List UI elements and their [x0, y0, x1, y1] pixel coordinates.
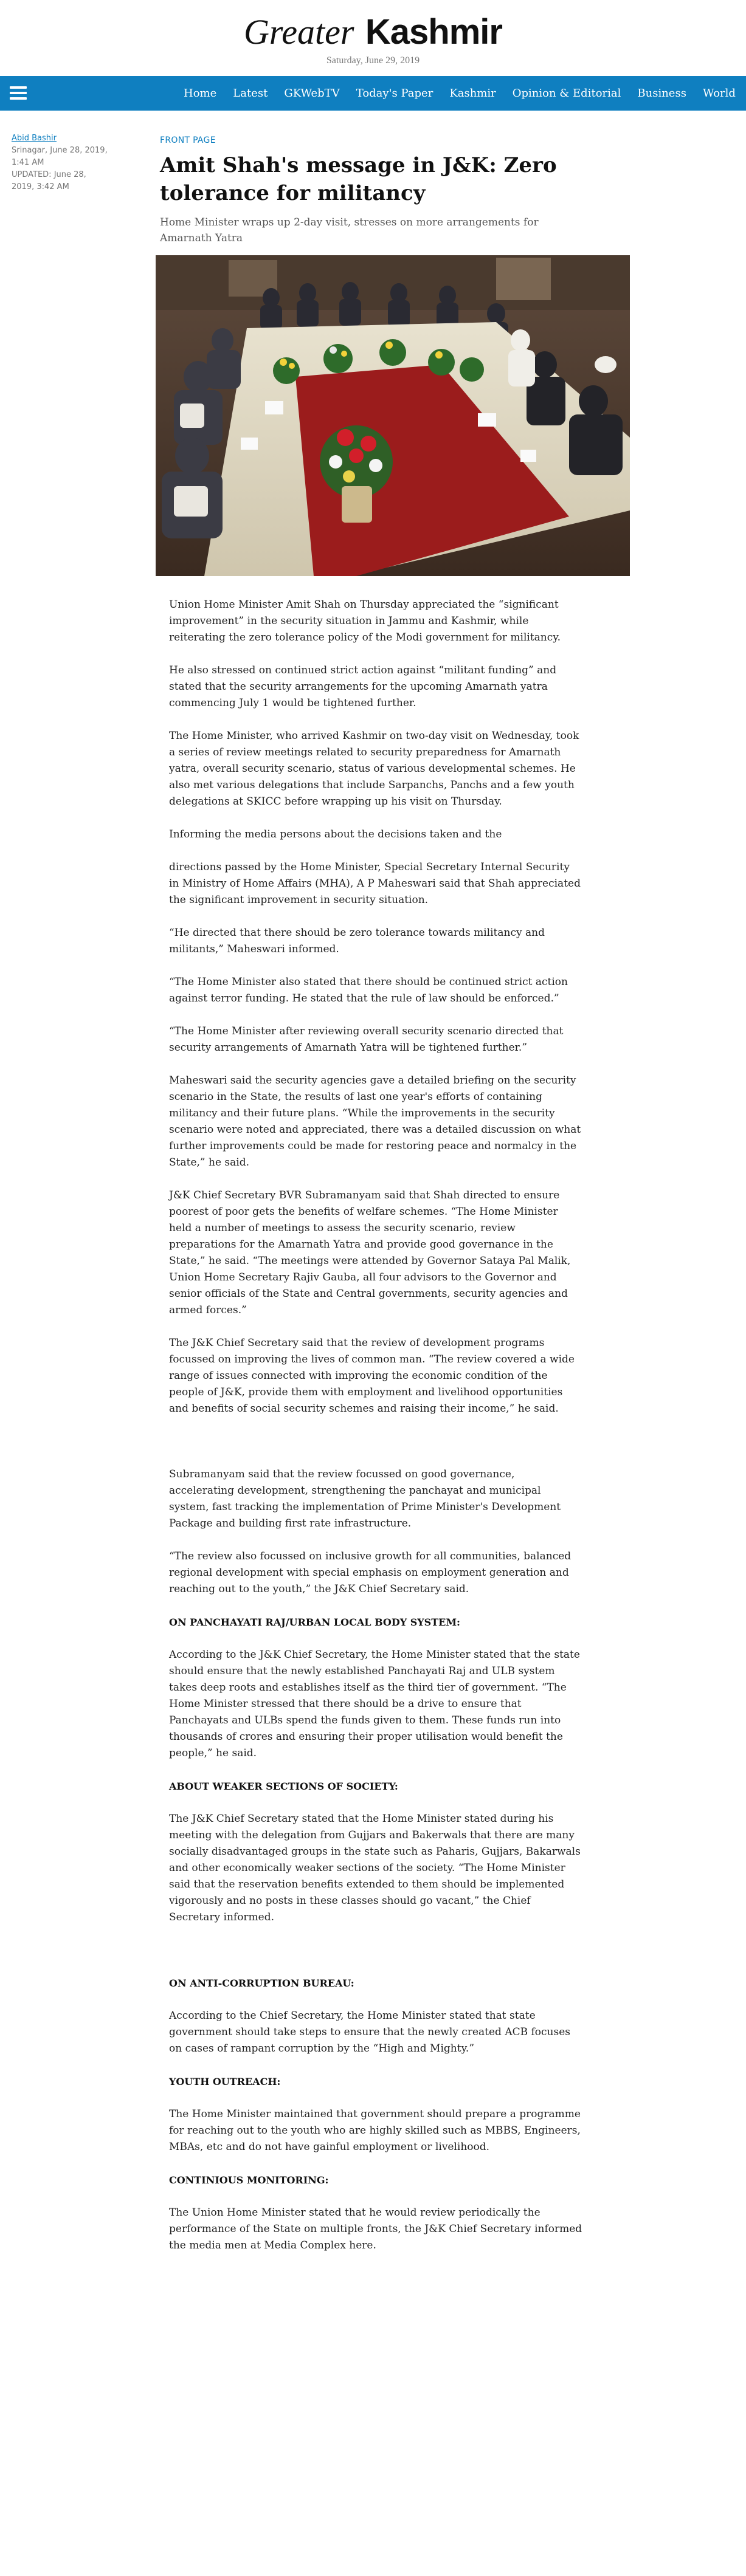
byline	[12, 132, 109, 193]
section-heading-youth-outreach: YOUTH OUTREACH:	[169, 2076, 281, 2087]
nav-item-kashmir[interactable]: Kashmir	[449, 87, 496, 100]
paragraph-18: The Union Home Minister stated that he would review periodically the performance of the State on multiple fronts, the J&K Chief Secretary informed the media men at Media Complex here.	[169, 2207, 582, 2251]
paragraph-1: Union Home Minister Amit Shah on Thursday appreciated the “significant improvement” in the security situation in Jammu and Kashmir, while reiterating the zero tolerance policy of the Modi government for militancy.	[169, 599, 561, 644]
paragraph-16: According to the Chief Secretary, the Home Minister stated that state government should take steps to ensure that the newly created ACB focuses on cases of rampant corruption by the “High and Mighty.”	[169, 2010, 571, 2055]
section-heading-weaker-sections: ABOUT WEAKER SECTIONS OF SOCIETY:	[169, 1781, 398, 1792]
menu-icon[interactable]	[10, 86, 27, 100]
paragraph-7: “The Home Minister also stated that there should be continued strict action against terror funding. He stated that the rule of law should be enforced.”	[169, 976, 568, 1005]
paragraph-15: The J&K Chief Secretary stated that the Home Minister stated during his meeting with the delegation from Gujjars and Bakerwals that there are many socially disadvantaged groups in the state such as Paharis, Gujjars, Bakarwals and other economically weaker sections of the society. “The Home Minister said that the reservation benefits extended to them should be implemented vigorously and no posts in these classes should go vacant,” the Chief Secretary informed.	[169, 1813, 581, 1923]
section-heading-panchayati-raj: ON PANCHAYATI RAJ/URBAN LOCAL BODY SYSTEM:	[169, 1616, 460, 1628]
dateline: Srinagar, June 28, 2019,	[12, 146, 108, 155]
published-time: 1:41 AM	[12, 158, 44, 167]
masthead-date: Saturday, June 29, 2019	[326, 55, 420, 66]
paragraph-5: directions passed by the Home Minister, Special Secretary Internal Security in Ministry of Home Affairs (MHA), A P Maheswari said that Shah appreciated the significant improvement in security situation.	[169, 861, 581, 906]
paragraph-6: “He directed that there should be zero tolerance towards militancy and militants,” Maheswari informed.	[169, 927, 545, 955]
paragraph-3: The Home Minister, who arrived Kashmir on two-day visit on Wednesday, took a series of review meetings related to security preparedness for Amarnath yatra, overall security scenario, status of various developmental schemes. He also met various delegations that include Sarpanchs, Panchs and a few youth delegations at SKICC before wrapping up his visit on Thursday.	[169, 730, 579, 808]
author-link[interactable]: Abid Bashir	[12, 134, 57, 143]
headline-line-2: tolerance for militancy	[160, 181, 426, 205]
logo-word-kashmir: Kashmir	[365, 12, 502, 52]
nav-links	[184, 76, 746, 111]
paragraph-9: Maheswari said the security agencies gave a detailed briefing on the security scenario in the State, the results of last one year's efforts of containing militancy and their future plans. “While the improvements in the security scenario were noted and appreciated, there was a detailed discussion on what further improvements could be made for restoring peace and normalcy in the State,” he said.	[169, 1074, 581, 1169]
main-nav	[0, 76, 746, 111]
paragraph-13: “The review also focussed on inclusive growth for all communities, balanced regional development with special emphasis on employment generation and reaching out to the youth,” the J&K Chief Secretary said.	[169, 1550, 572, 1595]
nav-item-todays-paper[interactable]: Today's Paper	[356, 87, 433, 100]
logo-word-greater: Greater	[243, 12, 354, 52]
article-header	[160, 134, 634, 246]
paragraph-11: The J&K Chief Secretary said that the review of development programs focussed on improving the lives of common man. “The review covered a wide range of issues connected with improving the economic condition of the people of J&K, provide them with employment and livelihood opportunities and benefits of social security schemes and raising their income,” he said.	[169, 1337, 575, 1415]
category-link[interactable]: FRONT PAGE	[160, 136, 216, 145]
nav-item-latest[interactable]: Latest	[233, 87, 268, 100]
meeting-photo-illustration	[156, 255, 630, 576]
article-photo	[156, 255, 630, 576]
headline	[160, 151, 634, 207]
paragraph-17: The Home Minister maintained that government should prepare a programme for reaching out to the youth who are highly skilled such as MBBS, Engineers, MBAs, etc and do not have gainful employment or livelihood.	[169, 2108, 581, 2153]
headline-line-1: Amit Shah's message in J&K: Zero	[160, 153, 557, 177]
updated-label: UPDATED: June 28,	[12, 170, 86, 179]
paragraph-14: According to the J&K Chief Secretary, the Home Minister stated that the state should ensure that the newly established Panchayati Raj and ULB system takes deep roots and establishes itself as the third tier of government. “The Home Minister stressed that there should be a drive to ensure that Panchayats and ULBs spend the funds given to them. These funds run into thousands of crores and ensuring their proper utilisation would benefit the people,” he said.	[169, 1649, 580, 1759]
paragraph-10: J&K Chief Secretary BVR Subramanyam said that Shah directed to ensure poorest of poor gets the benefits of welfare schemes. “The Home Minister held a number of meetings to assess the security scenario, review preparations for the Amarnath Yatra and provide good governance in the State,” he said. “The meetings were attended by Governor Sataya Pal Malik, Union Home Secretary Rajiv Gauba, all four advisors to the Governor and senior officials of the State and Central governments, security agencies and armed forces.”	[169, 1189, 571, 1316]
article-body	[169, 597, 582, 2254]
section-heading-anti-corruption: ON ANTI-CORRUPTION BUREAU:	[169, 1977, 354, 1989]
paragraph-4: Informing the media persons about the decisions taken and the	[169, 828, 502, 840]
updated-time: 2019, 3:42 AM	[12, 182, 69, 191]
nav-item-opinion-editorial[interactable]: Opinion & Editorial	[512, 87, 621, 100]
site-logo[interactable]	[0, 12, 746, 52]
nav-item-home[interactable]: Home	[184, 87, 217, 100]
paragraph-8: “The Home Minister after reviewing overall security scenario directed that security arrangements of Amarnath Yatra will be tightened further.”	[169, 1025, 564, 1054]
nav-item-business[interactable]: Business	[637, 87, 686, 100]
paragraph-2: He also stressed on continued strict action against “militant funding” and stated that the security arrangements for the upcoming Amarnath yatra commencing July 1 would be tightened further.	[169, 664, 557, 709]
paragraph-12: Subramanyam said that the review focussed on good governance, accelerating development, strengthening the panchayat and municipal system, fast tracking the implementation of Prime Minister's Development Package and building first rate infrastructure.	[169, 1468, 561, 1530]
subheadline: Home Minister wraps up 2-day visit, stresses on more arrangements for Amarnath Yatra	[160, 216, 539, 244]
masthead	[0, 0, 746, 76]
nav-item-gkwebtv[interactable]: GKWebTV	[284, 87, 340, 100]
nav-item-world[interactable]: World	[702, 87, 736, 100]
section-heading-continuous-monitoring: CONTINIOUS MONITORING:	[169, 2174, 329, 2186]
